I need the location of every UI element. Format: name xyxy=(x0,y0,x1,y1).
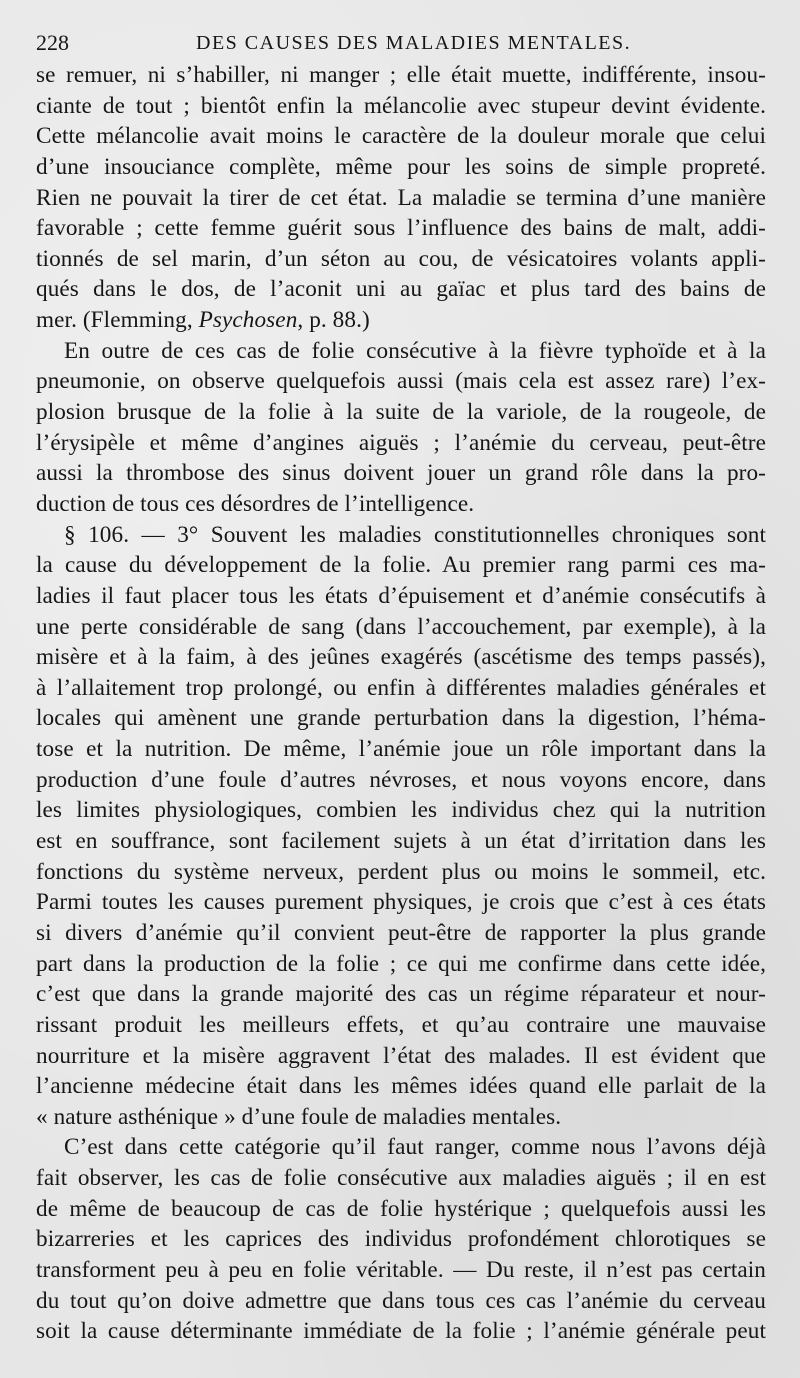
text-line-citation xyxy=(36,305,766,336)
paragraph-section-106 xyxy=(36,520,766,1133)
text-line: qués dans le dos, de l’aconit uni au gaïac et plus tard des bains de xyxy=(36,276,766,303)
text-line: les limites physiologiques, combien les individus chez qui la nutrition xyxy=(36,797,766,824)
text-line: si divers d’anémie qu’il convient peut-être de rapporter la plus grande xyxy=(36,919,766,946)
text-line: est en souffrance, sont facilement sujets à un état d’irritation dans les xyxy=(36,828,766,855)
text-line: du tout qu’on doive admettre que dans tous ces cas l’anémie du cerveau xyxy=(36,1287,766,1314)
text-line: production d’une foule d’autres névroses, et nous voyons encore, dans xyxy=(36,766,766,793)
citation-title: Psychosen xyxy=(198,307,298,334)
citation-page: , p. 88.) xyxy=(297,307,370,334)
text-line: misère et à la faim, à des jeûnes exagérés (ascétisme des temps passés), xyxy=(36,644,766,671)
text-line: pneumonie, on observe quelquefois aussi (mais cela est assez rare) l’ex- xyxy=(36,368,766,395)
text-line: une perte considérable de sang (dans l’accouchement, par exemple), à la xyxy=(36,613,766,640)
running-title: DES CAUSES DES MALADIES MENTALES. xyxy=(196,32,632,54)
text-line: Cette mélancolie avait moins le caractère de la douleur morale que celui xyxy=(36,123,766,150)
paragraph-4 xyxy=(36,1132,766,1346)
text-line: plosion brusque de la folie à la suite de la variole, de la rougeole, de xyxy=(36,399,766,426)
text-line: ciante de tout ; bientôt enfin la mélancolie avec stupeur devint évidente. xyxy=(36,92,766,119)
text-line: Parmi toutes les causes purement physiques, je crois que c’est à ces états xyxy=(36,889,766,916)
text-line: tionnés de sel marin, d’un séton au cou, de vésicatoires volants appli- xyxy=(36,245,766,272)
text-line: tose et la nutrition. De même, l’anémie joue un rôle important dans la xyxy=(36,736,766,763)
text-line: En outre de ces cas de folie consécutive à la fièvre typhoïde et à la xyxy=(64,337,766,364)
body-text xyxy=(36,60,766,1347)
text-line: ladies il faut placer tous les états d’épuisement et d’anémie consécutifs à xyxy=(36,582,766,609)
text-line: favorable ; cette femme guérit sous l’influence des bains de malt, addi- xyxy=(36,215,766,242)
text-line: c’est que dans la grande majorité des cas un régime réparateur et nour- xyxy=(36,981,766,1008)
text-line: duction de tous ces désordres de l’intelligence. xyxy=(36,490,475,517)
text-line: locales qui amènent une grande perturbation dans la digestion, l’héma- xyxy=(36,705,766,732)
text-line: « nature asthénique » d’une foule de maladies mentales. xyxy=(36,1103,562,1130)
text-line: transforment peu à peu en folie véritable. — Du reste, il n’est pas certain xyxy=(36,1256,766,1283)
text-line: la cause du développement de la folie. Au premier rang parmi ces ma- xyxy=(36,552,766,579)
text-line: se remuer, ni s’habiller, ni manger ; elle était muette, indifférente, insou- xyxy=(36,62,766,88)
text-line: § 106. — 3° Souvent les maladies constitutionnelles chroniques sont xyxy=(64,521,766,548)
text-line: aussi la thrombose des sinus doivent jouer un grand rôle dans la pro- xyxy=(36,460,766,487)
paragraph-2 xyxy=(36,336,766,520)
text-line: d’une insouciance complète, même pour les soins de simple propreté. xyxy=(36,153,766,180)
text-line: C’est dans cette catégorie qu’il faut ranger, comme nous l’avons déjà xyxy=(64,1134,766,1161)
text-line: fait observer, les cas de folie consécutive aux maladies aiguës ; il en est xyxy=(36,1165,766,1192)
text-line: bizarreries et les caprices des individus profondément chlorotiques se xyxy=(36,1226,766,1253)
page-number: 228 xyxy=(36,30,69,55)
text-line: de même de beaucoup de cas de folie hystérique ; quelquefois aussi les xyxy=(36,1195,766,1222)
text-line: rissant produit les meilleurs effets, et qu’au contraire une mauvaise xyxy=(36,1011,766,1038)
text-line: part dans la production de la folie ; ce qui me confirme dans cette idée, xyxy=(36,950,766,977)
text-line: à l’allaitement trop prolongé, ou enfin à différentes maladies générales et xyxy=(36,674,766,701)
text-line: nourriture et la misère aggravent l’état des malades. Il est évident que xyxy=(36,1042,766,1069)
paragraph-1 xyxy=(36,60,766,336)
text-line: l’ancienne médecine était dans les mêmes idées quand elle parlait de la xyxy=(36,1073,766,1100)
citation-text: mer. (Flemming, xyxy=(36,307,199,334)
text-line: l’érysipèle et même d’angines aiguës ; l’anémie du cerveau, peut-être xyxy=(36,429,766,456)
text-line: soit la cause déterminante immédiate de la folie ; l’anémie générale peut xyxy=(36,1318,766,1345)
text-line: Rien ne pouvait la tirer de cet état. La maladie se termina d’une manière xyxy=(36,184,766,211)
text-line: fonctions du système nerveux, perdent plus ou moins le sommeil, etc. xyxy=(36,858,766,885)
running-head xyxy=(36,30,766,60)
